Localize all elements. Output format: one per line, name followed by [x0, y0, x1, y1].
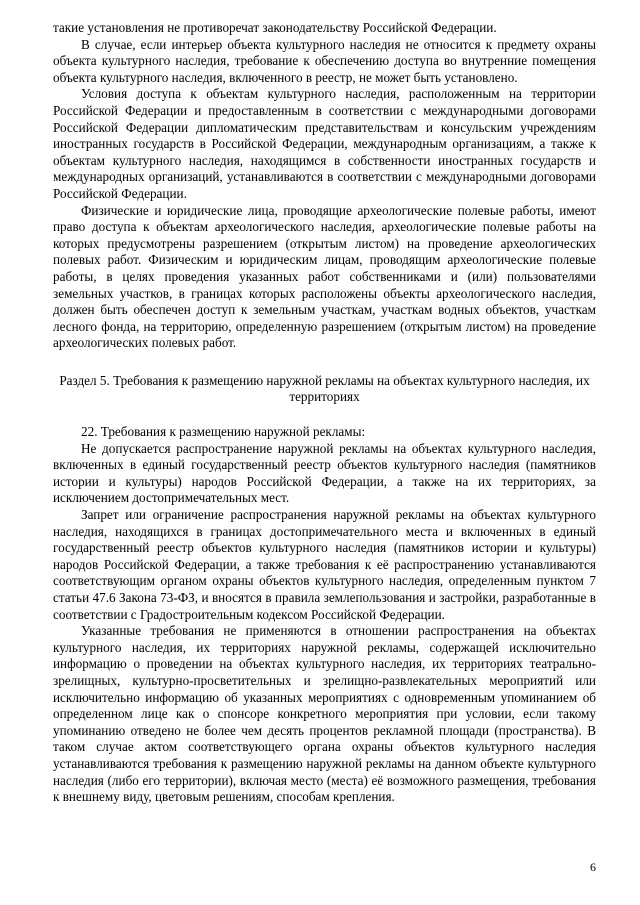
section-heading: Раздел 5. Требования к размещению наружной рекламы на объектах культурного наследия, их территориях [59, 372, 590, 405]
paragraph-advertising-ban: Не допускается распространение наружной рекламы на объектах культурного наследия, включенных в единый государственный реестр объектов культурного наследия (памятников истории и культуры) народов Российской Федерации, а также на их территориях, за исключением достопримечательных мест. [53, 440, 596, 506]
paragraph-advertising-restriction: Запрет или ограничение распространения наружной рекламы на объектах культурного наследия, находящихся в границах достопримечательного места и включенных в единый государственный реестр объектов культурного наследия (памятников истории и культуры) народов Российской Федерации, а также требования к её распространению устанавливаются соответствующим органом охраны объектов культурного наследия, определенным пунктом 7 статьи 47.6 Закона 73-ФЗ, и вносятся в правила землепользования и застройки, разработанные в соответствии с Градостроительным кодексом Российской Федерации. [53, 507, 596, 622]
paragraph-interior-access: В случае, если интерьер объекта культурного наследия не относится к предмету охраны объекта культурного наследия, требование к обеспечению доступа во внутренние помещения объекта культурного наследия, включенного в реестр, не может быть установлено. [53, 36, 596, 85]
paragraph-archaeological-access: Физические и юридические лица, проводящие археологические полевые работы, имеют право доступа к объектам археологического наследия, археологические полевые работы на которых предусмотрены разрешением (открытым листом) на проведение археологических полевых работ. Физическим и юридическим лицам, проводящим археологические полевые работы, в целях проведения указанных работ собственниками и (или) пользователями земельных участков, в границах которых расположены объекты археологического наследия, должен быть обеспечен доступ к земельным участкам, участкам водных объектов, участкам лесного фонда, на территорию, определенную разрешением (открытым листом) на проведение археологических полевых работ. [53, 202, 596, 351]
paragraph-advertising-exceptions: Указанные требования не применяются в отношении распространения на объектах культурного наследия, их территориях наружной рекламы, содержащей исключительно информацию о проведении на объектах культурного наследия, их территориях театрально-зрелищных, культурно-просветительных и зрелищно-развлекательных мероприятий или исключительно информацию об указанных мероприятиях с одновременным упоминанием об определенном лице как о спонсоре конкретного мероприятия при условии, если такому упоминанию отведено не более чем десять процентов рекламной площади (пространства). В таком случае актом соответствующего органа охраны объектов культурного наследия устанавливаются требования к размещению наружной рекламы на данном объекте культурного наследия (либо его территории), включая место (места) её возможного размещения, требования к внешнему виду, цветовым решениям, способам крепления. [53, 623, 596, 805]
paragraph-item-22: 22. Требования к размещению наружной рекламы: [81, 424, 366, 440]
page-number: 6 [590, 860, 596, 874]
paragraph-access-conditions: Условия доступа к объектам культурного наследия, расположенным на территории Российской Федерации и предоставленным в соответствии с международными договорами Российской Федерации дипломатическим представительствам и консульским учреждениям иностранных государств в Российской Федерации, международным организациям, а также к объектам культурного наследия, находящимся в собственности иностранных государств и международных организаций, устанавливаются в соответствии с международными договорами Российской Федерации. [53, 86, 596, 201]
paragraph-continuation: такие установления не противоречат законодательству Российской Федерации. [53, 20, 497, 35]
